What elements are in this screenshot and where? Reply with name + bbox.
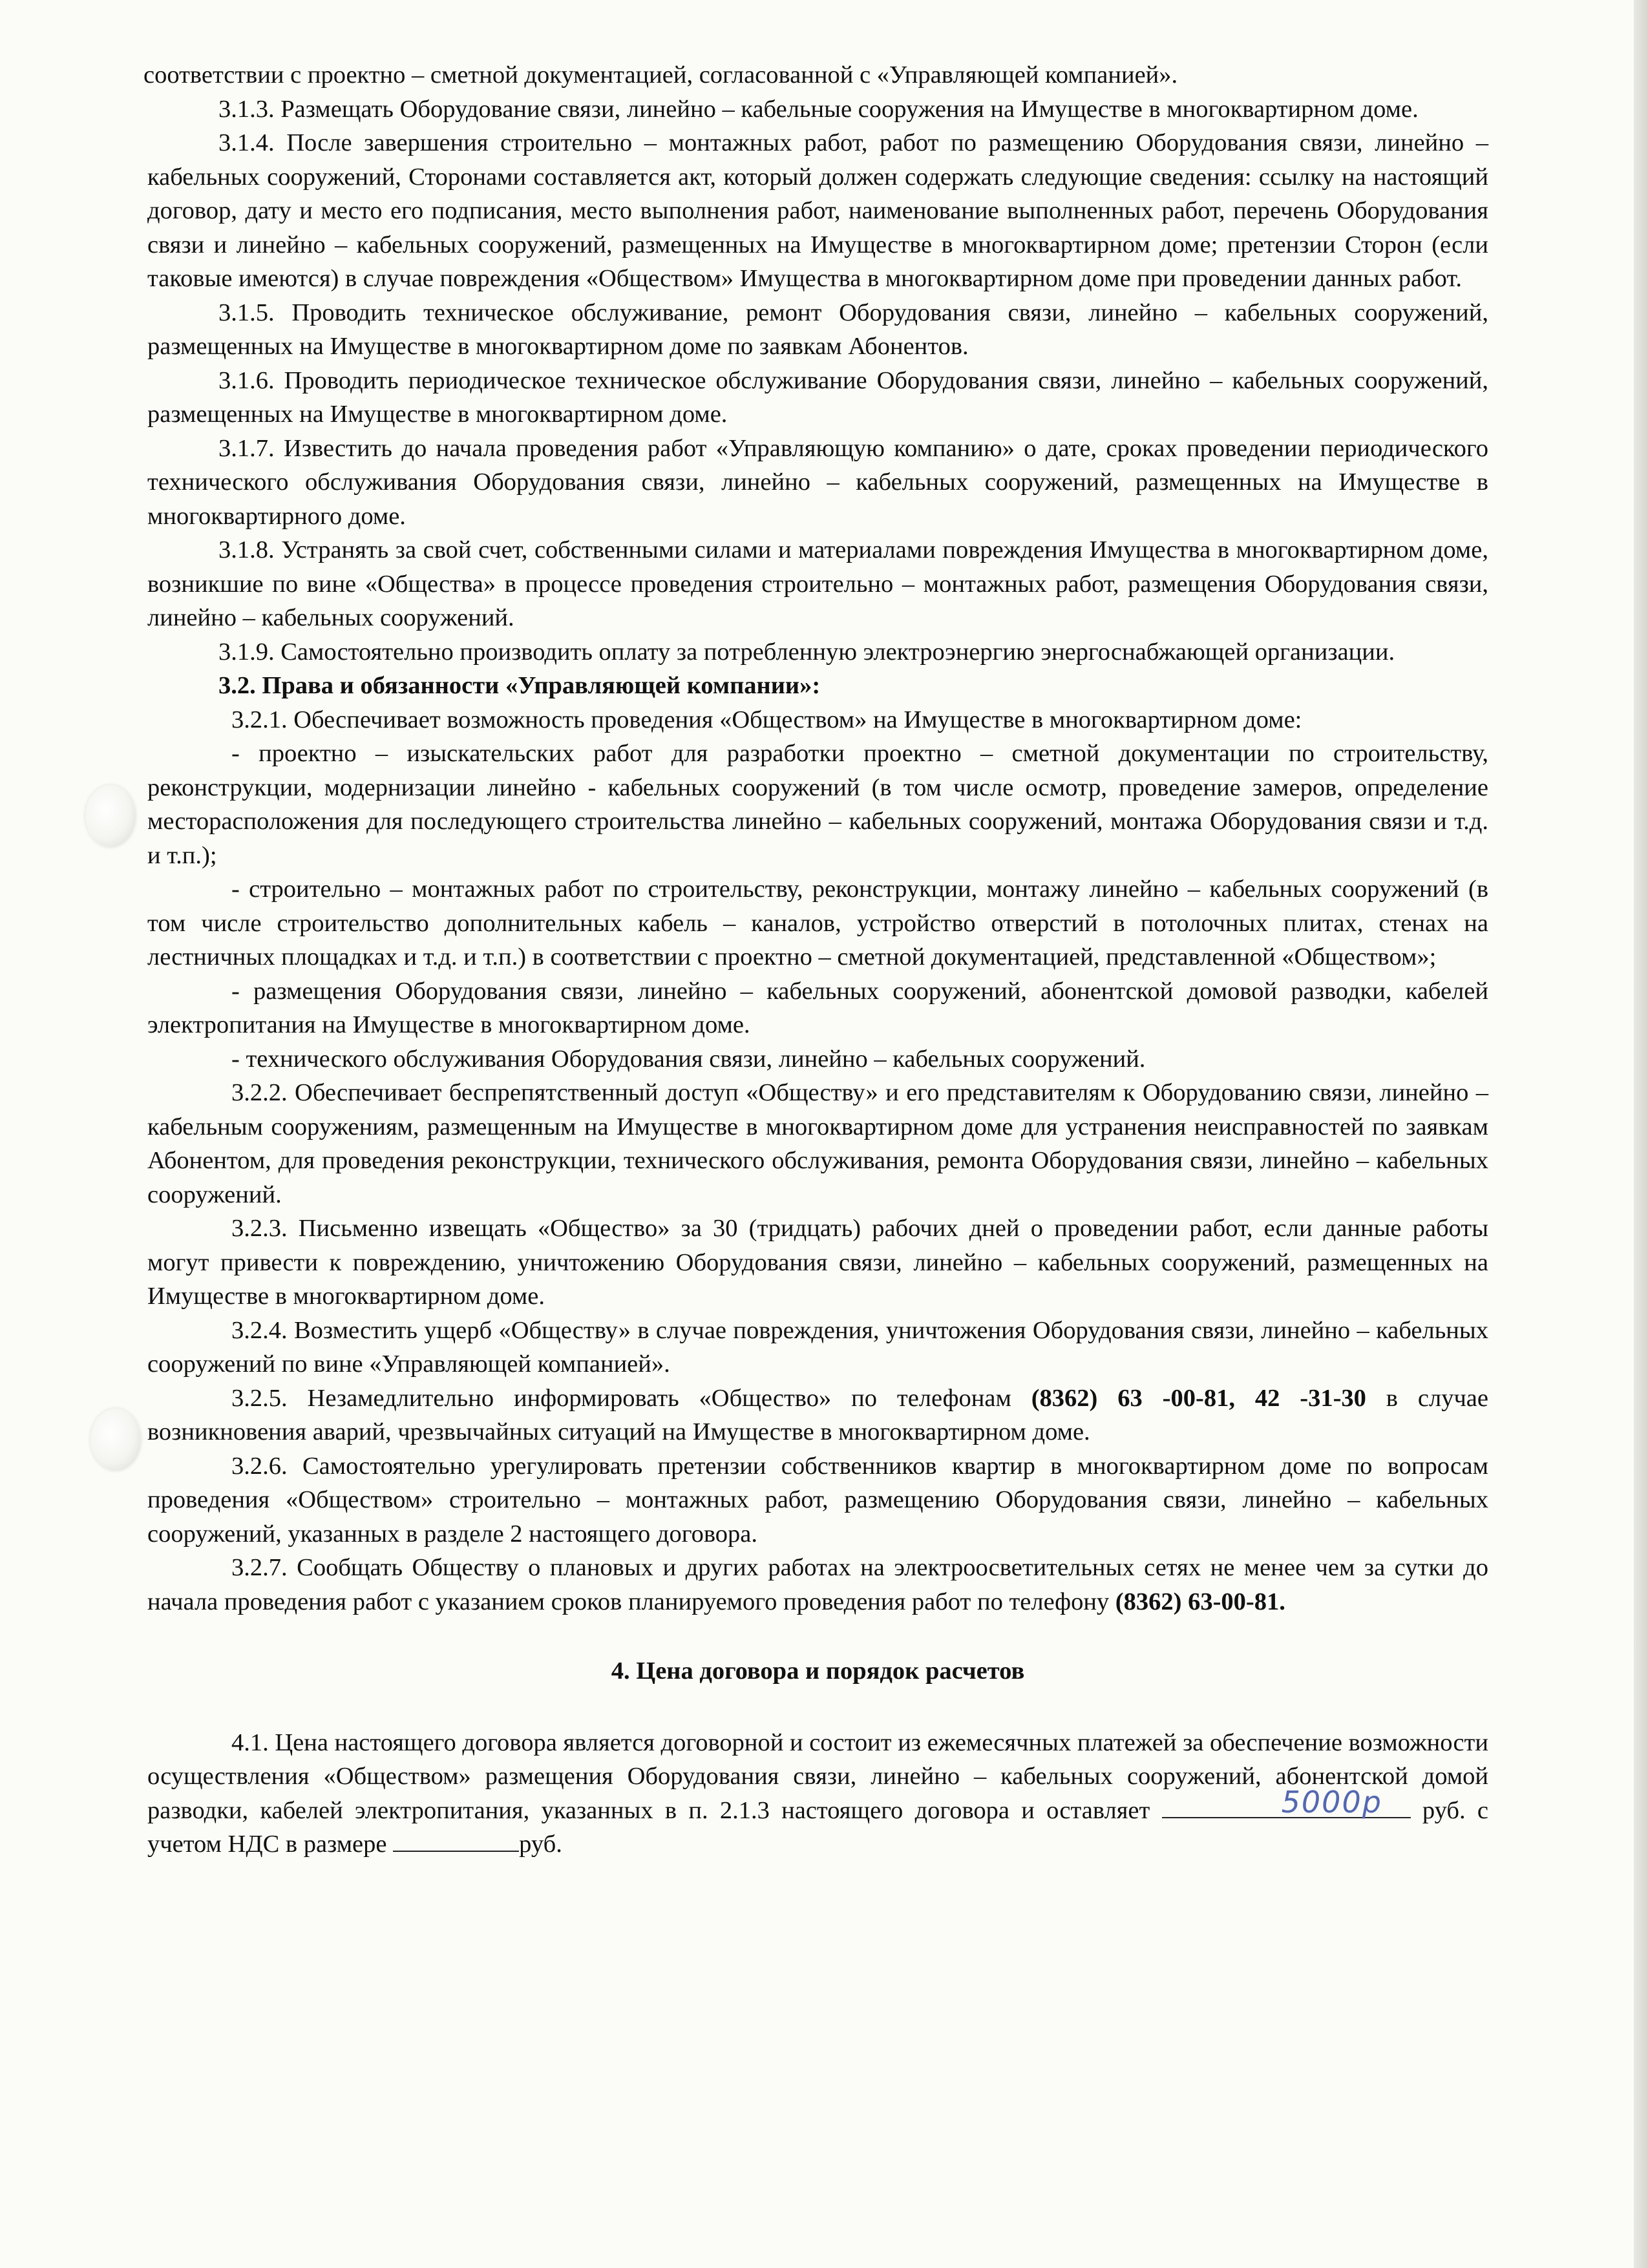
clause-3-2-5-rest: в случае возникновения аварий, чрезвычайных ситуаций на Имуществе в многоквартирном доме. — [147, 1384, 1488, 1445]
clause-3-1-3: 3.1.3. Размещать Оборудование связи, линейно – кабельные сооружения на Имуществе в многоквартирном доме. — [218, 95, 1419, 123]
clause-3-1-4: 3.1.4. После завершения строительно – монтажных работ, работ по размещению Оборудования связи, линейно – кабельных сооружений, Сторонами составляется акт, который должен содержать следующие сведения: ссылку на настоящий договор, дату и место его подписания, место выполнения работ, наименование выполненных работ, перечень Оборудования связи и линейно – кабельных сооружений, размещенных на Имуществе в многоквартирном доме; претензии Сторон (если таковые имеются) в случае повреждения «Обществом» Имущества в многоквартирном доме при проведении данных работ. — [147, 129, 1488, 292]
punch-hole-bottom — [90, 1409, 141, 1471]
page-edge — [1634, 0, 1648, 2268]
clause-4-1-vat: руб. с учетом НДС в размере — [147, 1796, 1488, 1858]
phone-numbers: (8362) 63 -00-81, 42 -31-30 — [1031, 1384, 1366, 1412]
bullet-construction-works: - строительно – монтажных работ по строительству, реконструкции, монтажу линейно – кабельных сооружений (в том числе строительство дополнительных кабель – каналов, устройство отверстий в потолочных плитах, стенах на лестничных площадках и т.д. и т.п.) в соответствии с проектно – сметной документацией, представленной «Обществом»; — [147, 876, 1488, 971]
phone-number: (8362) 63-00-81. — [1115, 1588, 1285, 1615]
clause-3-1-6: 3.1.6. Проводить периодическое техническое обслуживание Оборудования связи, линейно – кабельных сооружений, размещенных на Имуществе в многоквартирном доме. — [147, 366, 1488, 428]
bullet-equipment-placement: - размещения Оборудования связи, линейно – кабельных сооружений, абонентской домовой разводки, кабелей электропитания на Имуществе в многоквартирном доме. — [147, 977, 1488, 1038]
clause-4-1-text: 4.1. Цена настоящего договора является договорной и состоит из ежемесячных платежей за обеспечение возможности осуществления «Обществом» размещения Оборудования связи, линейно – кабельных сооружений, абонентской домой разводки, кабелей электропитания, указанных в п. 2.1.3 настоящего договора и оставляет — [147, 1728, 1488, 1824]
section-4-title: 4. Цена договора и порядок расчетов — [611, 1657, 1025, 1685]
clause-3-1-7: 3.1.7. Известить до начала проведения работ «Управляющую компанию» о дате, сроках проведении периодического технического обслуживания Оборудования связи, линейно – кабельных сооружений, размещенных на Имуществе в многоквартирного доме. — [147, 434, 1488, 530]
bullet-maintenance: - технического обслуживания Оборудования связи, линейно – кабельных сооружений. — [231, 1045, 1146, 1073]
document-body — [143, 58, 1488, 1862]
punch-hole-top — [85, 785, 136, 847]
clause-3-1-9: 3.1.9. Самостоятельно производить оплату за потребленную электроэнергию энергоснабжающей организации. — [218, 638, 1395, 666]
section-3-2-heading: 3.2. Права и обязанности «Управляющей компании»: — [218, 672, 821, 699]
clause-3-2-5 — [147, 1381, 1488, 1449]
clause-3-2-2: 3.2.2. Обеспечивает беспрепятственный доступ «Обществу» и его представителям к Оборудованию связи, линейно – кабельным сооружениям, размещенным на Имуществе в многоквартирном доме для устранения неисправностей по заявкам Абонентом, для проведения реконструкции, технического обслуживания, ремонта Оборудования связи, линейно – кабельных сооружений. — [147, 1079, 1488, 1208]
clause-3-2-5-text: 3.2.5. Незамедлительно информировать «Общество» по телефонам — [231, 1384, 1031, 1412]
clause-3-2-7-number: 3.2.7 — [231, 1554, 281, 1581]
handwritten-amount: 5000р — [1281, 1785, 1382, 1820]
vat-amount-field — [393, 1831, 519, 1852]
clause-3-2-7 — [147, 1551, 1488, 1619]
clause-3-1-8: 3.1.8. Устранять за свой счет, собственными силами и материалами повреждения Имущества в многоквартирном доме, возникшие по вине «Общества» в процессе проведения строительно – монтажных работ, размещения Оборудования связи, линейно – кабельных сооружений. — [147, 536, 1488, 631]
clause-3-2-7-text: . Сообщать Обществу о плановых и других работах на электроосветительных сетях не менее чем за сутки до начала проведения работ с указанием сроков планируемого проведения работ по телефону — [147, 1554, 1488, 1615]
clause-4-1 — [147, 1726, 1488, 1862]
line-continuation: соответствии с проектно – сметной документацией, согласованной с «Управляющей компанией». — [143, 61, 1178, 89]
clause-3-2-6: 3.2.6. Самостоятельно урегулировать претензии собственников квартир в многоквартирном доме по вопросам проведения «Обществом» строительно – монтажных работ, размещению Оборудования связи, линейно – кабельных сооружений, указанных в разделе 2 настоящего договора. — [147, 1452, 1488, 1548]
clause-3-2-3: 3.2.3. Письменно извещать «Общество» за 30 (тридцать) рабочих дней о проведении работ, если данные работы могут привести к повреждению, уничтожению Оборудования связи, линейно – кабельных сооружений, размещенных на Имуществе в многоквартирном доме. — [147, 1215, 1488, 1310]
clause-3-1-5: 3.1.5. Проводить техническое обслуживание, ремонт Оборудования связи, линейно – кабельных сооружений, размещенных на Имуществе в многоквартирном доме по заявкам Абонентов. — [147, 299, 1488, 360]
bullet-design-works: - проектно – изыскательских работ для разработки проектно – сметной документации по строительству, реконструкции, модернизации линейно - кабельных сооружений (в том числе осмотр, проведение замеров, определение месторасположения для последующего строительства линейно – кабельных сооружений, монтажа Оборудования связи и т.д. и т.п.); — [147, 740, 1488, 869]
clause-3-2-4: 3.2.4. Возместить ущерб «Обществу» в случае повреждения, уничтожения Оборудования связи, линейно – кабельных сооружений по вине «Управляющей компанией». — [147, 1316, 1488, 1378]
price-amount-field — [1162, 1785, 1411, 1820]
clause-3-2-1: 3.2.1. Обеспечивает возможность проведения «Обществом» на Имуществе в многоквартирном доме: — [231, 706, 1302, 733]
clause-4-1-currency: руб. — [519, 1831, 562, 1858]
